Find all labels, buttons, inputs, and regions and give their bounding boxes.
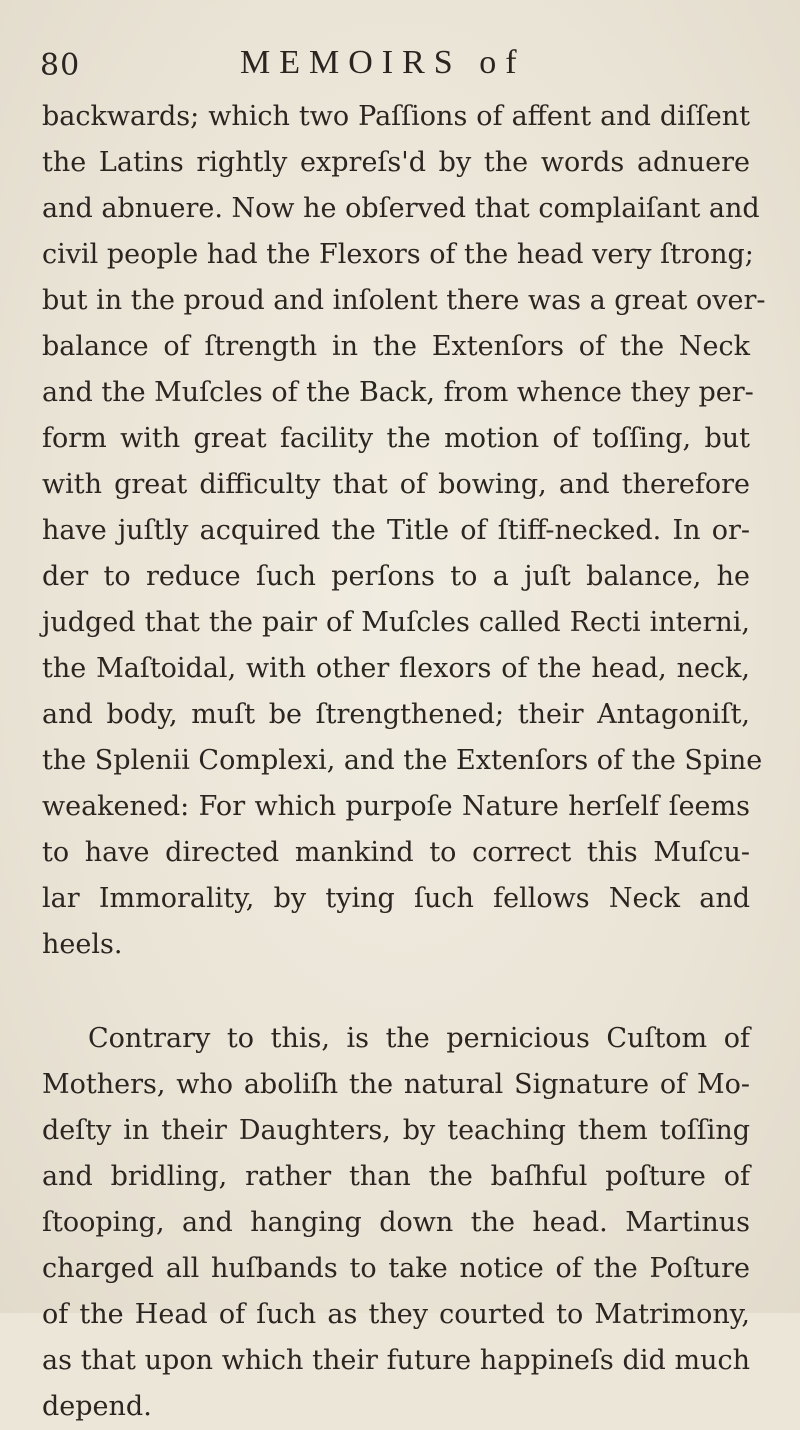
text-line: the Splenii Complexi, and the Extenſors of the Spine [42, 745, 763, 776]
text-line: Mothers, who aboliſh the natural Signature of Mo- [42, 1069, 750, 1100]
text-line: of the Head of ſuch as they courted to Matrimony, [42, 1299, 750, 1330]
running-title: MEMOIRS of [240, 44, 526, 81]
page-number: 80 [40, 48, 81, 83]
text-line: heels. [42, 929, 123, 960]
text-line: weakened: For which purpoſe Nature herſelf ſeems [42, 791, 750, 822]
text-line: and body, muſt be ſtrengthened; their Antagoniſt, [42, 699, 750, 730]
paragraph-2 [42, 1016, 750, 1430]
text-line: Contrary to this, is the pernicious Cuſtom of [88, 1023, 750, 1054]
paragraph-gap [42, 968, 750, 1016]
text-line: to have directed mankind to correct this Muſcu- [42, 837, 750, 868]
text-line: and abnuere. Now he obſerved that complaiſant and [42, 193, 760, 224]
paragraph-1 [42, 94, 766, 968]
text-line: lar Immorality, by tying ſuch fellows Neck and [42, 883, 750, 914]
text-line: form with great facility the motion of toſſing, but [42, 423, 750, 454]
text-line: civil people had the Flexors of the head very ſtrong; [42, 239, 754, 270]
text-line: the Latins rightly expreſs'd by the words adnuere [42, 147, 750, 178]
text-line: and bridling, rather than the baſhful poſture of [42, 1161, 750, 1192]
text-line: backwards; which two Paſſions of affent and diſſent [42, 101, 750, 132]
text-line: as that upon which their future happineſs did much [42, 1345, 750, 1376]
body-text [42, 94, 766, 1430]
page-header [40, 44, 740, 84]
text-line: der to reduce ſuch perſons to a juſt balance, he [42, 561, 750, 592]
text-line: judged that the pair of Muſcles called Recti interni, [42, 607, 750, 638]
text-line: the Maſtoidal, with other flexors of the head, neck, [42, 653, 750, 684]
text-line: deſty in their Daughters, by teaching them toſſing [42, 1115, 750, 1146]
text-line: but in the proud and inſolent there was a great over- [42, 285, 766, 316]
text-line: with great difficulty that of bowing, and therefore [42, 469, 750, 500]
text-line: balance of ſtrength in the Extenſors of the Neck [42, 331, 750, 362]
text-line: and the Muſcles of the Back, from whence they per- [42, 377, 754, 408]
text-line: depend. [42, 1391, 152, 1422]
text-line: ſtooping, and hanging down the head. Martinus [42, 1207, 750, 1238]
text-line: have juſtly acquired the Title of ſtiff-necked. In or- [42, 515, 750, 546]
text-line: charged all huſbands to take notice of the Poſture [42, 1253, 750, 1284]
